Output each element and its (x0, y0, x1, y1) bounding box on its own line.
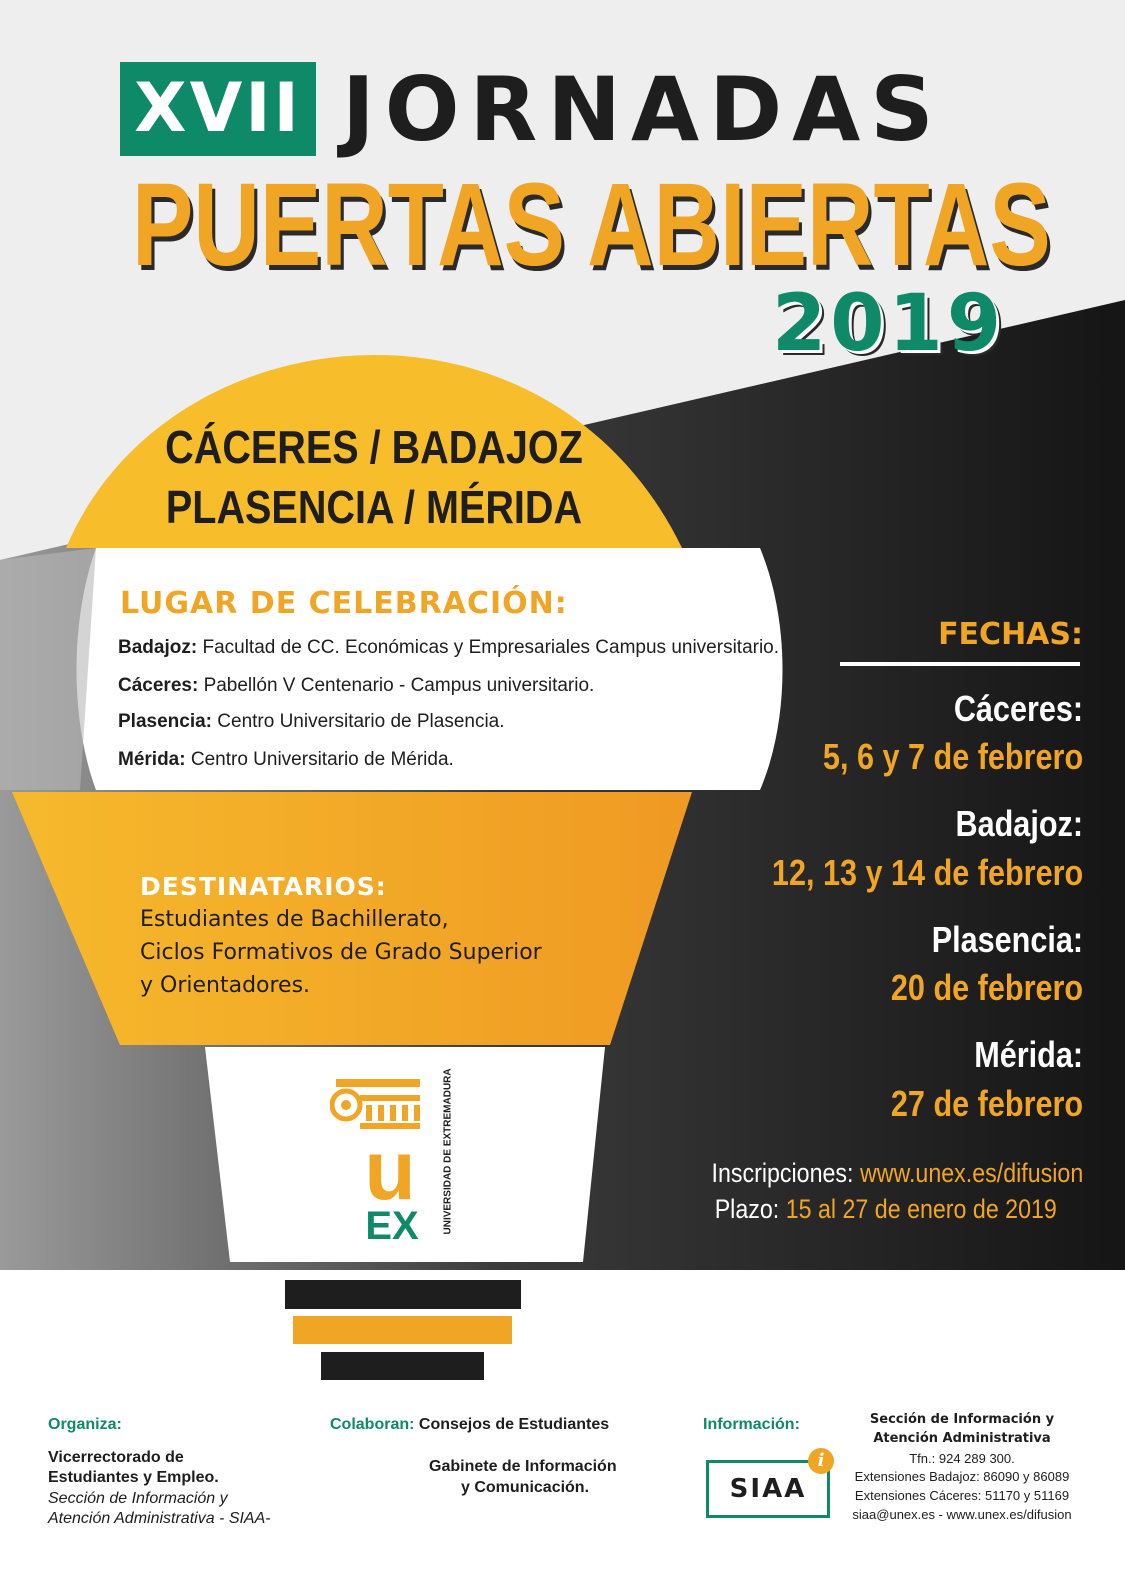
gabinete-line: y Comunicación. (461, 1479, 590, 1496)
fecha-city: Badajoz: (955, 803, 1083, 844)
contact-line: Sección de Información y (869, 1412, 1055, 1427)
destinatarios-line: Ciclos Formativos de Grado Superior (140, 940, 542, 965)
fecha-city: Mérida: (974, 1034, 1083, 1075)
deadline-value: 15 al 27 de enero de 2019 (785, 1194, 1057, 1224)
registration-line (711, 1158, 1083, 1189)
venue-place: Centro Universitario de Plasencia. (217, 711, 505, 732)
gabinete-line: Gabinete de Información (429, 1458, 617, 1475)
venue-item (118, 711, 505, 733)
organiza-line: Vicerrectorado de (48, 1449, 184, 1466)
destinatarios-heading: DESTINATARIOS: (140, 872, 387, 901)
fecha-dates: 5, 6 y 7 de febrero (822, 736, 1083, 777)
venue-city: Cáceres: (118, 675, 199, 696)
cities-line-2: PLASENCIA / MÉRIDA (165, 481, 583, 533)
logo-letter-u: u (364, 1123, 416, 1217)
edition-badge: XVII (120, 62, 316, 156)
logo-university-name-text: UNIVERSIDAD DE EXTREMADURA (442, 1068, 454, 1235)
venue-item (118, 675, 594, 697)
venue-item (118, 637, 779, 659)
bulb-base-stripe (321, 1352, 484, 1380)
info-icon: i (808, 1448, 834, 1474)
fechas-divider (840, 662, 1080, 666)
cities-line-1: CÁCERES / BADAJOZ (165, 421, 583, 473)
band-shadow (0, 548, 96, 790)
contact-email-web[interactable]: siaa@unex.es - www.unex.es/difusion (852, 1507, 1072, 1522)
contact-line: Extensiones Badajoz: 86090 y 86089 (854, 1469, 1070, 1484)
venue-city: Mérida: (118, 749, 186, 770)
title-year: 2019 (772, 279, 1006, 369)
bulb-base-stripe (285, 1280, 521, 1309)
fecha-city: Cáceres: (953, 688, 1083, 729)
colaboran-line (330, 1416, 609, 1434)
venue-item (118, 749, 454, 771)
colaboran-label: Colaboran: (330, 1416, 415, 1433)
siaa-logo: SIAA (706, 1460, 830, 1518)
destinatarios-line: Estudiantes de Bachillerato, (140, 907, 449, 932)
title-jornadas: JORNADAS (342, 58, 944, 161)
organiza-label: Organiza: (48, 1416, 122, 1433)
lugar-heading: LUGAR DE CELEBRACIÓN: (120, 586, 568, 621)
deadline-line (715, 1194, 1057, 1225)
contact-line: Extensiones Cáceres: 51170 y 51169 (854, 1488, 1070, 1503)
venue-place: Facultad de CC. Económicas y Empresariales Campus universitario. (202, 637, 780, 658)
registration-url[interactable]: www.unex.es/difusion (859, 1158, 1083, 1188)
venue-place: Centro Universitario de Mérida. (190, 749, 454, 770)
fecha-city: Plasencia: (931, 919, 1083, 960)
organiza-line: Atención Administrativa - SIAA- (48, 1510, 271, 1527)
fechas-heading: FECHAS: (938, 617, 1083, 652)
destinatarios-line: y Orientadores. (140, 973, 311, 998)
fecha-dates: 20 de febrero (890, 967, 1083, 1008)
bulb-base-stripe (293, 1316, 512, 1344)
deadline-label: Plazo: (714, 1194, 780, 1224)
title-puertas-abiertas: PUERTAS ABIERTAS (132, 159, 1051, 291)
logo-university-name (439, 1068, 457, 1238)
colaboran-value: Consejos de Estudiantes (418, 1416, 610, 1433)
venue-place: Pabellón V Centenario - Campus universitario. (203, 675, 595, 696)
fecha-dates: 27 de febrero (890, 1083, 1083, 1124)
organiza-line: Sección de Información y (48, 1490, 228, 1507)
fecha-dates: 12, 13 y 14 de febrero (771, 852, 1083, 893)
contact-line: Atención Administrativa (873, 1431, 1051, 1446)
contact-phone: Tfn.: 924 289 300. (909, 1451, 1015, 1466)
venue-city: Badajoz: (118, 637, 198, 658)
venue-city: Plasencia: (118, 711, 212, 732)
organiza-line: Estudiantes y Empleo. (48, 1469, 219, 1486)
registration-label: Inscripciones: (711, 1158, 854, 1188)
informacion-label: Información: (703, 1416, 800, 1433)
logo-letters-ex: EX (365, 1204, 419, 1245)
